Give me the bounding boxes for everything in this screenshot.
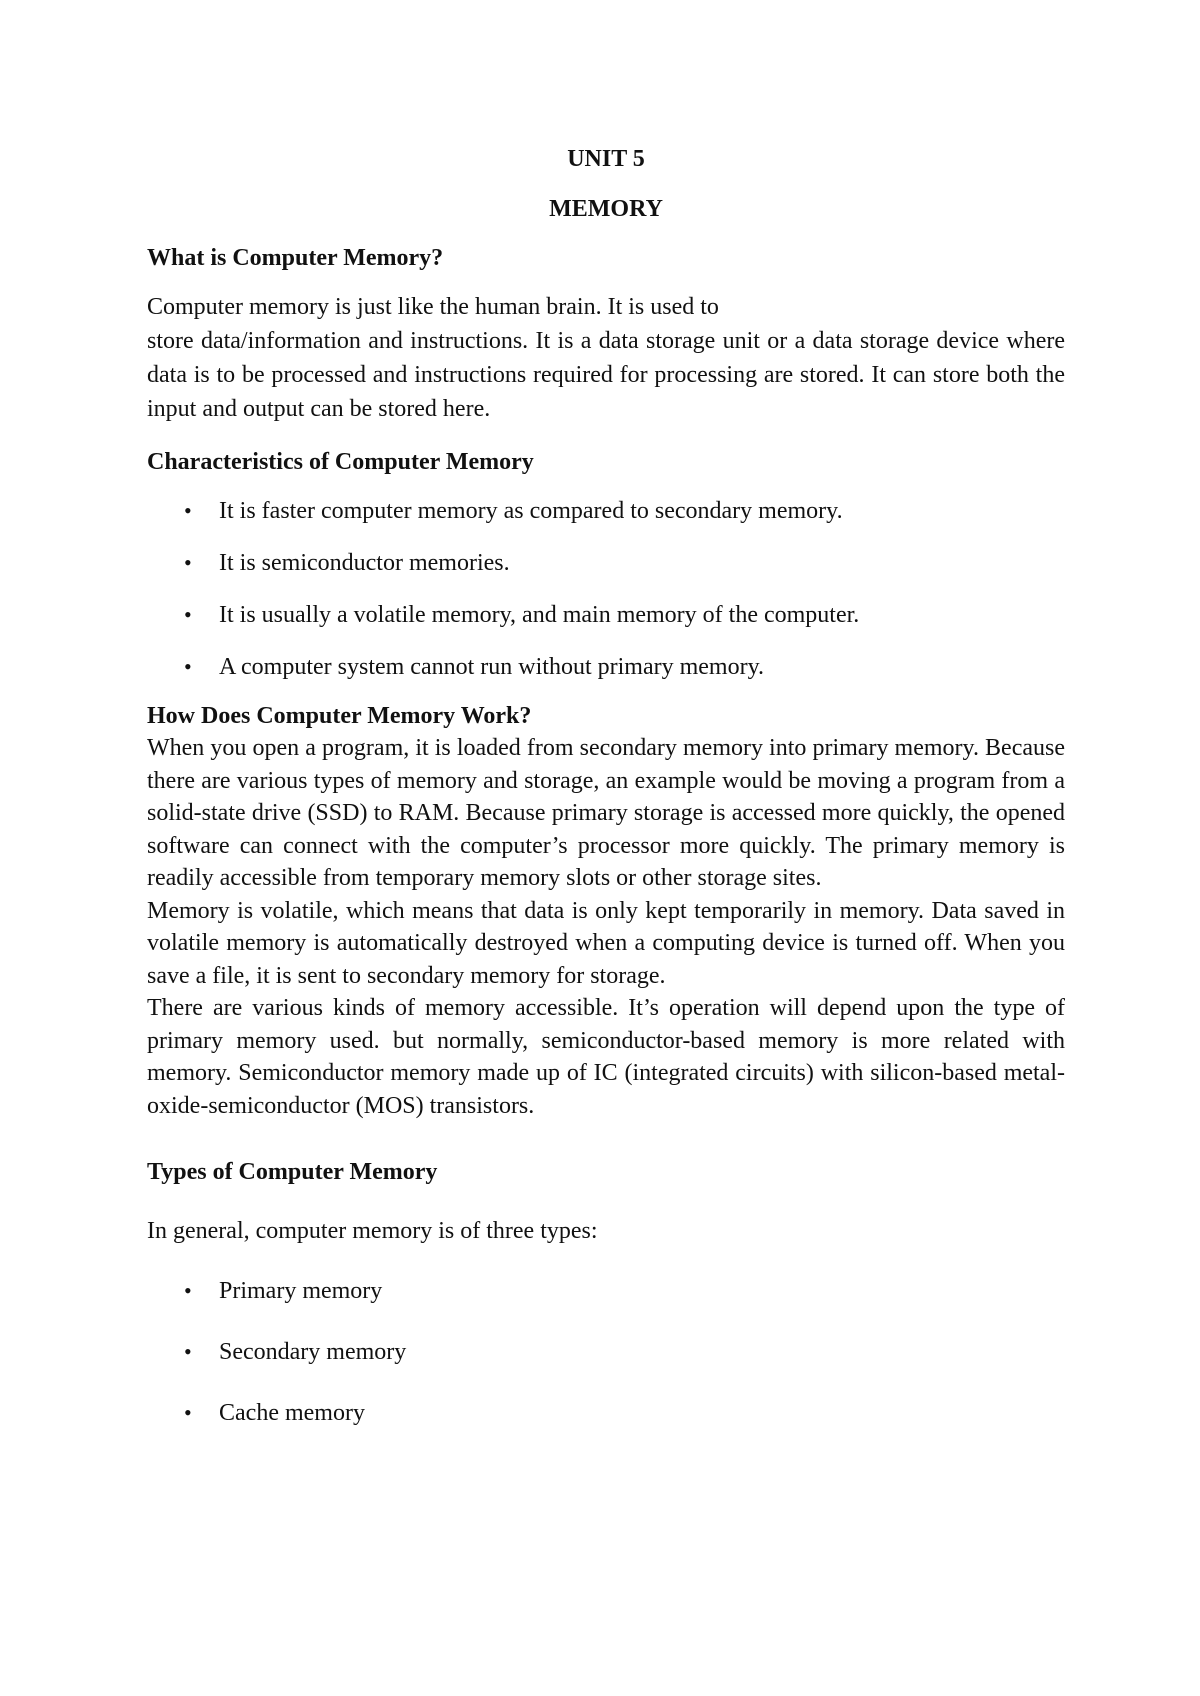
heading-what-is-memory: What is Computer Memory? [147, 245, 444, 271]
list-item [147, 546, 1065, 580]
bullet-icon: • [184, 1339, 192, 1364]
bullet-icon: • [184, 1278, 192, 1303]
list-item-text: Cache memory [219, 1400, 365, 1426]
types-intro: In general, computer memory is of three types: [147, 1218, 598, 1244]
document-content [147, 144, 1065, 1430]
how-works-paragraph-2: Memory is volatile, which means that data is only kept temporarily in memory. Data saved in volatile memory is automatically destroyed when a computing device is turned off. When you save a file, it is sent to secondary memory for storage. [147, 897, 1065, 989]
list-item [147, 494, 1065, 528]
characteristics-list [147, 494, 1065, 684]
list-item [147, 650, 1065, 684]
how-works-paragraph-3: There are various kinds of memory accessible. It’s operation will depend upon the type of primary memory used. but normally, semiconductor-based memory is more related with memory. Semiconductor memory made up of IC (integrated circuits) with silicon-based metal-oxide-semiconductor (MOS) transistors. [147, 995, 1065, 1119]
heading-how-memory-works: How Does Computer Memory Work? [147, 703, 532, 729]
list-item [147, 1396, 1065, 1430]
list-item-text: Secondary memory [219, 1339, 407, 1365]
list-item-text: It is usually a volatile memory, and main memory of the computer. [219, 602, 860, 628]
list-item-text: It is faster computer memory as compared to secondary memory. [219, 498, 843, 524]
list-item [147, 598, 1065, 632]
how-works-paragraph-1: When you open a program, it is loaded from secondary memory into primary memory. Because there are various types of memory and storage, an example would be moving a program from a solid-state drive (SSD) to RAM. Because primary storage is accessed more quickly, the opened software can connect with the computer’s processor more quickly. The primary memory is readily accessible from temporary memory slots or other storage sites. [147, 735, 1065, 891]
list-item-text: A computer system cannot run without primary memory. [219, 654, 765, 680]
bullet-icon: • [184, 654, 192, 679]
heading-types-of-memory: Types of Computer Memory [147, 1159, 438, 1185]
bullet-icon: • [184, 498, 192, 523]
what-is-line-1: Computer memory is just like the human brain. It is used to [147, 294, 719, 320]
how-works-block [147, 732, 1065, 1122]
types-list [147, 1274, 1065, 1430]
main-title: MEMORY [549, 196, 663, 222]
list-item-text: It is semiconductor memories. [219, 550, 510, 576]
what-is-paragraph: store data/information and instructions. It is a data storage unit or a data storage device where data is to be processed and instructions required for processing are stored. It can store both the input and output can be stored here. [147, 328, 1065, 422]
bullet-icon: • [184, 550, 192, 575]
list-item [147, 1274, 1065, 1308]
list-item [147, 1335, 1065, 1369]
unit-title: UNIT 5 [567, 146, 645, 172]
bullet-icon: • [184, 1400, 192, 1425]
heading-characteristics: Characteristics of Computer Memory [147, 449, 534, 475]
list-item-text: Primary memory [219, 1278, 383, 1304]
bullet-icon: • [184, 602, 192, 627]
